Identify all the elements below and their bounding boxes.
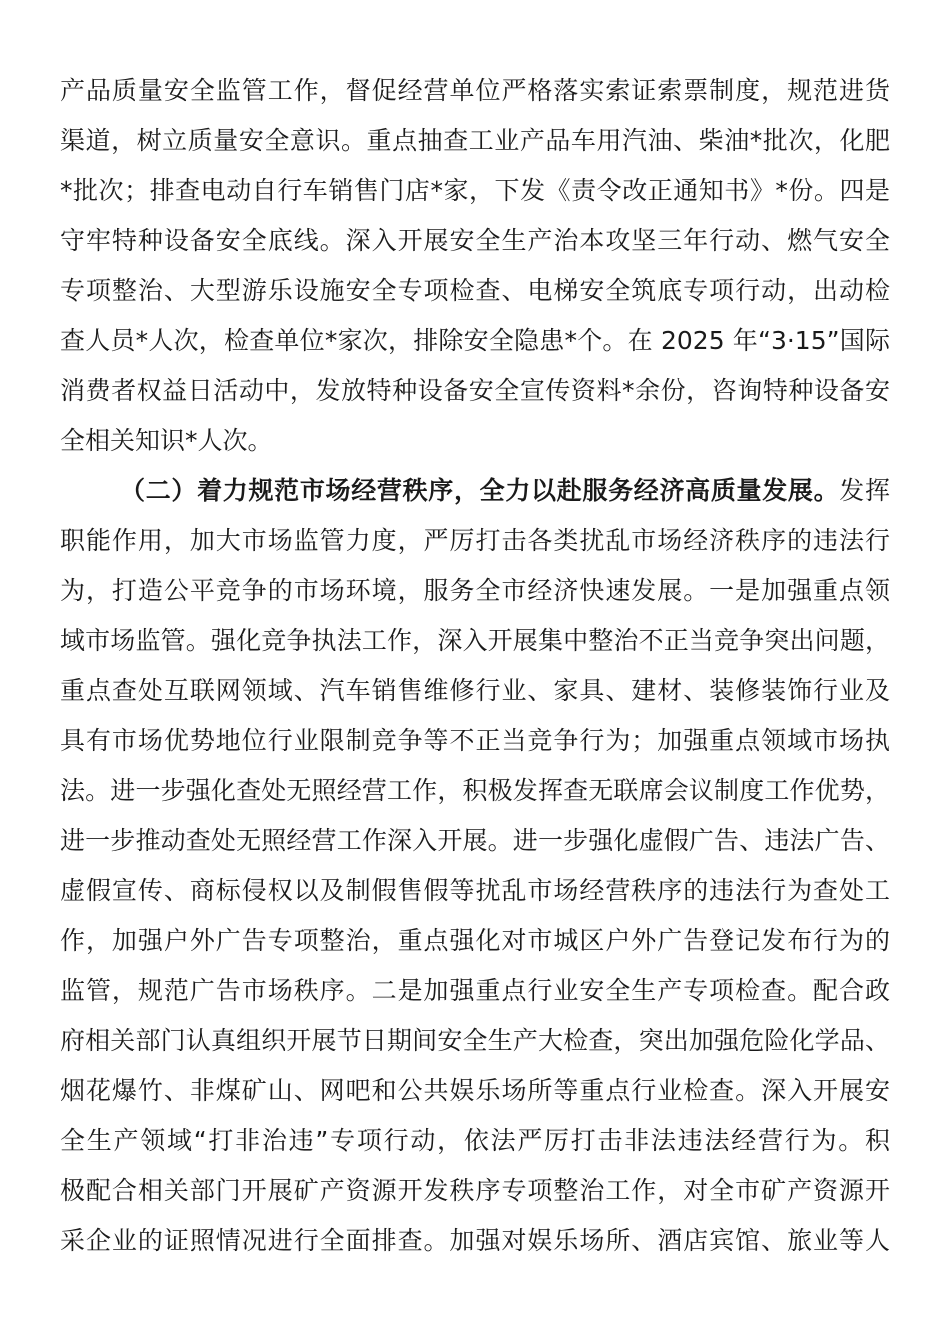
text-line: 作，加强户外广告专项整治，重点强化对市城区户外广告登记发布行为的 [60,926,890,955]
document-page [60,66,890,1266]
text-line: 进一步推动查处无照经营工作深入开展。进一步强化虚假广告、违法广告、 [60,826,890,855]
text-line: 守牢特种设备安全底线。深入开展安全生产治本攻坚三年行动、燃气安全 [60,226,890,255]
text-line: 为，打造公平竞争的市场环境，服务全市经济快速发展。一是加强重点领 [60,576,890,605]
text-line: 烟花爆竹、非煤矿山、网吧和公共娱乐场所等重点行业检查。深入开展安 [60,1076,890,1105]
text-line: 虚假宣传、商标侵权以及制假售假等扰乱市场经营秩序的违法行为查处工 [60,876,890,905]
heading-line-rest: 发挥 [839,476,890,505]
text-line: 府相关部门认真组织开展节日期间安全生产大检查，突出加强危险化学品、 [60,1026,890,1055]
text-line: 职能作用，加大市场监管力度，严厉打击各类扰乱市场经济秩序的违法行 [60,526,890,555]
text-line: 查人员*人次，检查单位*家次，排除安全隐患*个。在 2025 年“3·15”国际 [60,326,890,355]
text-line: 法。进一步强化查处无照经营工作，积极发挥查无联席会议制度工作优势， [60,776,890,805]
text-line: *批次；排查电动自行车销售门店*家，下发《责令改正通知书》*份。四是 [60,176,890,205]
paragraph-1 [60,66,890,466]
text-line: 采企业的证照情况进行全面排查。加强对娱乐场所、酒店宾馆、旅业等人 [60,1226,890,1255]
text-line: 极配合相关部门开展矿产资源开发秩序专项整治工作，对全市矿产资源开 [60,1176,890,1205]
text-line: 产品质量安全监管工作，督促经营单位严格落实索证索票制度，规范进货 [60,76,890,105]
paragraph-2-first-line [60,466,890,516]
text-line: 消费者权益日活动中，发放特种设备安全宣传资料*余份，咨询特种设备安 [60,376,890,405]
text-line: 重点查处互联网领域、汽车销售维修行业、家具、建材、装修装饰行业及 [60,676,890,705]
section-heading: （二）着力规范市场经营秩序，全力以赴服务经济高质量发展。 [120,476,840,505]
text-line: 域市场监管。强化竞争执法工作，深入开展集中整治不正当竞争突出问题， [60,626,890,655]
text-line: 全生产领域“打非治违”专项行动，依法严厉打击非法违法经营行为。积 [60,1126,890,1155]
paragraph-2 [60,466,890,1266]
text-line: 具有市场优势地位行业限制竞争等不正当竞争行为；加强重点领域市场执 [60,726,890,755]
text-line: 全相关知识*人次。 [60,426,273,455]
text-line: 专项整治、大型游乐设施安全专项检查、电梯安全筑底专项行动，出动检 [60,276,890,305]
text-line: 渠道，树立质量安全意识。重点抽查工业产品车用汽油、柴油*批次，化肥 [60,126,890,155]
text-line: 监管，规范广告市场秩序。二是加强重点行业安全生产专项检查。配合政 [60,976,890,1005]
